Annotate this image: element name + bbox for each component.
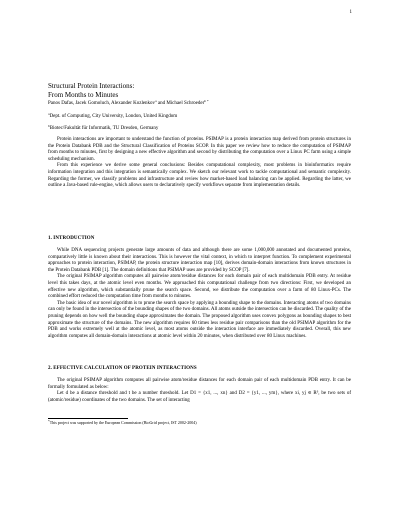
abstract-paragraph-1: Protein interactions are important to understand the function of proteins. PSIMAP is a protein interaction map derived from protein structures in the Protein Databank PDB and the Structural Classification of Proteins SCOP. In this paper we review how to reduce the computation of PSIMAP from months to minutes, first by designing a new effective algorithm and second by distributing the computation over a Linux PC farm using a simple scheduling mechanism. — [48, 137, 351, 162]
footnote-mark: * — [48, 419, 50, 423]
intro-paragraph-2: The original PSIMAP algorithm computes all pairwise atom/residue distances for each domain pair of each multidomain PDB entry. At residue level this takes days, at the atomic level even months. We approached this computational challenge from two directions: First, we developed an effective new algorithm, which substantially prune the search space. Second, we distribute the computation over a farm of 80 Linux-PCs. The combined effort reduced the computation time from months to minutes. — [48, 274, 351, 300]
title-line-2: From Months to Minutes — [48, 91, 119, 99]
intro-paragraph-3: The basic idea of our novel algorithm is to prune the search space by applying a bounding shape to the domains. Interacting atoms of two domains can only be found in the intersection of the bounding shapes of the two domains. All atoms outside the intersection can be discarded. The quality of the pruning depends on how well the bounding shape approximates the domain. The proposed algorithm uses convex polygons as bounding shapes to best approximate the structure of the domains. The new algorithm requires 60 times less residue pair comparisons than the old PSIMAP algorithm for the PDB and works extremely well at the atomic level, as most atoms outside the interaction interface are immediately discarded. Overall, this new algorithm computes all domain-domain interactions at atomic level within 20 minutes, when distributed over 80 Linux machines. — [48, 300, 351, 339]
affiliation-a — [48, 113, 351, 120]
authors-and: and Michael Schroeder — [156, 101, 205, 106]
affiliation-b — [48, 125, 351, 132]
calculation-body — [48, 378, 351, 404]
calc-paragraph-2: Let d be a distance threshold and t be a number threshold. Let D1 = {x1, ..., xn} and D2 = {y1, ..., ym}, where xi, yj ∈ R³, be two sets of (atomic/residue) coordinates of the two domains. The set of interacting — [48, 391, 351, 403]
authors-text: Panos Dafas, Jacek Gomoluch, Alexander Kozlenkov — [48, 101, 156, 106]
abstract-paragraph-2: From this experience we derive some general conclusions: Besides computational complexity, most problems in bioinformatics require information integration and this integration is semantically complex. We sketch our relevant work to tackle computational and semantic complexity. Regarding the former, we classify problems and infrastructure and review how market-based load balancing can be applied. Regarding the latter, we outline a Java-based rule-engine, which allows users to declaratively specify workflows separate from implementation details. — [48, 163, 351, 189]
footnote-rule — [48, 418, 128, 419]
section-heading-calculation: 2. EFFECTIVE CALCULATION OF PROTEIN INTERACTIONS — [48, 366, 197, 371]
footnote-text: This project was supported by the European Commission (BioGrid project, IST 2002-2004) — [49, 420, 197, 425]
affil-b-mark: b — [48, 124, 50, 128]
author-list — [48, 100, 351, 107]
affil-a-text: Dept. of Computing, City University, London, United Kingdom — [49, 114, 178, 119]
paper-title — [48, 82, 351, 100]
introduction-body — [48, 248, 351, 340]
abstract — [48, 137, 351, 190]
author-affil-mark-a: a — [155, 99, 157, 103]
page-number: 1 — [349, 10, 352, 15]
section-heading-introduction: 1. INTRODUCTION — [48, 236, 95, 241]
author-affil-mark-b: b * — [204, 99, 209, 103]
footnote — [48, 420, 351, 425]
intro-paragraph-1: While DNA sequencing projects generate large amounts of data and although there are some 1,000,000 annotated and documented proteins, comparatively little is known about their interactions. This is however the vital context, in which to interpret function. To complement experimental approaches to protein interaction, PSIMAP, the protein structure interaction map [10], derives domain-domain interactions from known structures in the Protein Databank PDB [1]. The domain definitions that PSIMAP uses are provided by SCOP [7]. — [48, 248, 351, 273]
calc-paragraph-1: The original PSIMAP algorithm computes all pairwise atom/residue distances for each domain pair of each multidomain PDB entry. It can be formally formulated as below: — [48, 378, 351, 390]
affil-b-text: Biotec/Fakultät für Informatik, TU Dresden, Germany — [49, 126, 159, 131]
title-line-1: Structural Protein Interactions: — [48, 82, 135, 90]
affil-a-mark: a — [48, 112, 50, 116]
